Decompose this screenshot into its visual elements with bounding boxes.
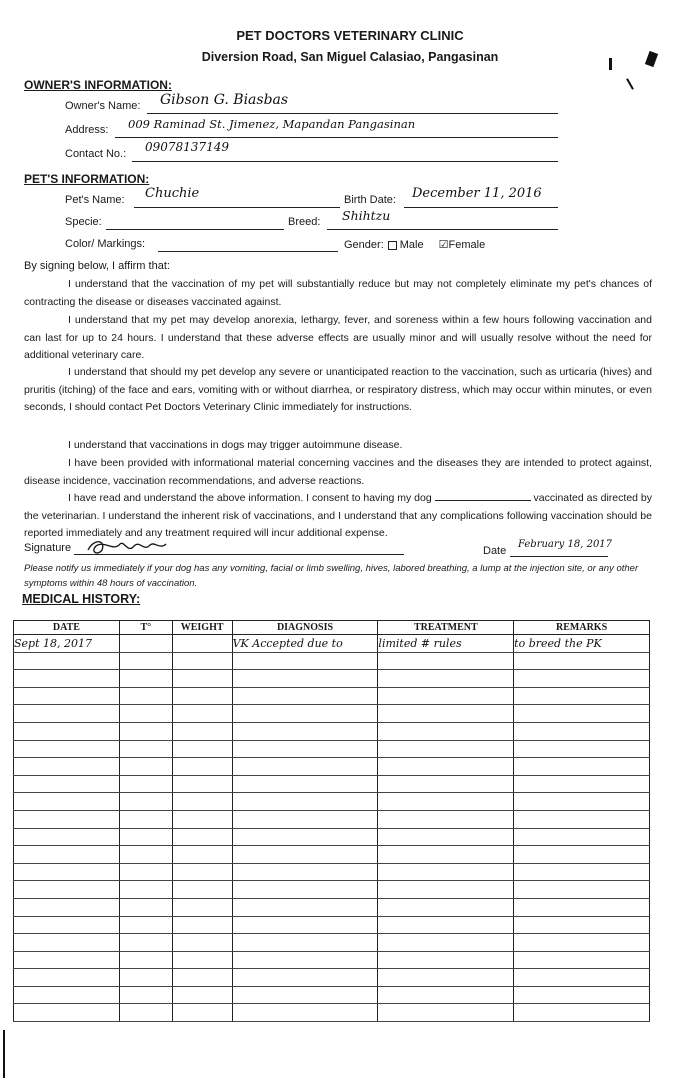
cell-temperature[interactable] — [119, 775, 172, 793]
cell-weight[interactable] — [172, 986, 232, 1004]
column-header-weight: WEIGHT — [172, 621, 232, 635]
cell-treatment[interactable] — [378, 705, 514, 723]
color-markings-label: Color/ Markings: — [65, 238, 146, 250]
cell-remarks[interactable] — [514, 828, 650, 846]
owner-name-line — [147, 113, 558, 114]
pet-name-line — [134, 207, 340, 208]
cell-date[interactable] — [14, 687, 120, 705]
signature-label: Signature — [24, 542, 72, 554]
scan-mark-icon — [626, 78, 634, 89]
cell-date[interactable] — [14, 652, 120, 670]
cell-temperature[interactable] — [119, 687, 172, 705]
cell-weight[interactable] — [172, 1004, 232, 1022]
owner-contact-value[interactable]: 09078137149 — [145, 140, 229, 154]
table-row — [14, 775, 650, 793]
cell-temperature[interactable] — [119, 722, 172, 740]
cell-remarks[interactable] — [514, 740, 650, 758]
table-row — [14, 934, 650, 952]
table-row — [14, 687, 650, 705]
date-line — [510, 556, 608, 557]
gender-male-checkbox[interactable] — [388, 241, 397, 250]
breed-label: Breed: — [288, 216, 321, 228]
consent-paragraph-1: I understand that the vaccination of my pet will substantially reduce but may not completely eliminate my pet's chances of contracting the disease or diseases vaccinated against. — [24, 278, 652, 308]
cell-temperature[interactable] — [119, 670, 172, 688]
cell-remarks[interactable] — [514, 758, 650, 776]
cell-date[interactable] — [14, 1004, 120, 1022]
cell-diagnosis[interactable] — [232, 969, 378, 987]
cell-treatment[interactable] — [378, 740, 514, 758]
cell-temperature[interactable] — [119, 810, 172, 828]
cell-remarks[interactable] — [514, 810, 650, 828]
cell-weight[interactable] — [172, 793, 232, 811]
cell-date[interactable] — [14, 898, 120, 916]
cell-date[interactable] — [14, 758, 120, 776]
table-row — [14, 793, 650, 811]
cell-temperature[interactable] — [119, 705, 172, 723]
cell-remarks[interactable] — [514, 863, 650, 881]
scan-mark-icon — [609, 58, 612, 70]
cell-temperature[interactable] — [119, 881, 172, 899]
clinic-name: PET DOCTORS VETERINARY CLINIC — [236, 28, 464, 43]
cell-treatment[interactable] — [378, 652, 514, 670]
cell-treatment[interactable] — [378, 898, 514, 916]
check-mark-icon[interactable]: ☑ — [438, 239, 449, 251]
cell-temperature[interactable] — [119, 898, 172, 916]
consent-text-part-2: vaccinated as directed by the veterinarian. I understand the inherent risk of vaccinations, and I understand that any complications following vaccination should be reported immediately and any treatment required will incur additional expense. — [24, 492, 653, 539]
cell-temperature[interactable] — [119, 863, 172, 881]
cell-temperature[interactable] — [119, 758, 172, 776]
owner-name-value[interactable]: Gibson G. Biasbas — [160, 92, 289, 108]
cell-remarks[interactable] — [514, 722, 650, 740]
cell-treatment[interactable] — [378, 916, 514, 934]
cell-date[interactable] — [14, 934, 120, 952]
color-markings-line — [158, 251, 338, 252]
cell-weight[interactable] — [172, 687, 232, 705]
cell-diagnosis[interactable] — [232, 881, 378, 899]
cell-diagnosis[interactable] — [232, 951, 378, 969]
table-row — [14, 951, 650, 969]
cell-date[interactable] — [14, 969, 120, 987]
table-header-row — [14, 621, 650, 635]
cell-remarks[interactable] — [514, 934, 650, 952]
cell-diagnosis[interactable] — [232, 775, 378, 793]
cell-treatment[interactable] — [378, 881, 514, 899]
cell-diagnosis[interactable]: VK Accepted due to — [232, 635, 378, 653]
cell-treatment[interactable] — [378, 951, 514, 969]
consent-paragraph-5: I have been provided with informational material concerning vaccines and the diseases they are intended to protect against, disease incidence, vaccination recommendations, and adverse reactions. — [24, 457, 652, 487]
table-row — [14, 705, 650, 723]
cell-diagnosis[interactable] — [232, 722, 378, 740]
cell-treatment[interactable] — [378, 687, 514, 705]
table-row — [14, 635, 650, 653]
cell-remarks[interactable] — [514, 969, 650, 987]
cell-remarks[interactable] — [514, 1004, 650, 1022]
cell-date[interactable] — [14, 846, 120, 864]
cell-treatment[interactable] — [378, 986, 514, 1004]
cell-diagnosis[interactable] — [232, 705, 378, 723]
cell-weight[interactable] — [172, 705, 232, 723]
cell-treatment[interactable] — [378, 758, 514, 776]
owner-address-value[interactable]: 009 Raminad St. Jimenez, Mapandan Pangasinan — [128, 117, 416, 131]
owner-contact-label: Contact No.: — [65, 148, 127, 160]
consent-paragraph-6 — [24, 490, 652, 543]
table-row — [14, 722, 650, 740]
cell-treatment[interactable] — [378, 846, 514, 864]
cell-date[interactable]: Sept 18, 2017 — [14, 635, 120, 653]
cell-weight[interactable] — [172, 635, 232, 653]
consent-paragraph-2: I understand that my pet may develop anorexia, lethargy, fever, and soreness within a few hours following vaccination and can last for up to 24 hours. I understand that these adverse effects are usually minor and will usually resolve without the need for additional veterinary care. — [24, 314, 652, 361]
cell-diagnosis[interactable] — [232, 1004, 378, 1022]
cell-date[interactable] — [14, 828, 120, 846]
cell-diagnosis[interactable] — [232, 846, 378, 864]
specie-label: Specie: — [65, 216, 102, 228]
cell-remarks[interactable] — [514, 652, 650, 670]
cell-weight[interactable] — [172, 846, 232, 864]
clinic-address: Diversion Road, San Miguel Calasiao, Pangasinan — [201, 50, 499, 64]
birth-date-value[interactable]: December 11, 2016 — [412, 186, 542, 201]
cell-date[interactable] — [14, 793, 120, 811]
cell-date[interactable] — [14, 881, 120, 899]
cell-temperature[interactable] — [119, 916, 172, 934]
notification-note: Please notify us immediately if your dog has any vomiting, facial or limb swelling, hives, labored breathing, a lump at the injection site, or any other symptoms within 48 hours of vaccination. — [24, 563, 639, 589]
cell-weight[interactable] — [172, 670, 232, 688]
cell-diagnosis[interactable] — [232, 828, 378, 846]
medical-history-table — [13, 620, 650, 1022]
cell-temperature[interactable] — [119, 969, 172, 987]
table-row — [14, 863, 650, 881]
pet-name-label: Pet's Name: — [65, 194, 125, 206]
breed-value[interactable]: Shihtzu — [342, 208, 391, 223]
cell-treatment[interactable] — [378, 722, 514, 740]
breed-line — [327, 229, 558, 230]
cell-date[interactable] — [14, 722, 120, 740]
cell-date[interactable] — [14, 775, 120, 793]
cell-weight[interactable] — [172, 951, 232, 969]
cell-remarks[interactable] — [514, 898, 650, 916]
table-row — [14, 898, 650, 916]
cell-weight[interactable] — [172, 828, 232, 846]
cell-diagnosis[interactable] — [232, 898, 378, 916]
table-row — [14, 740, 650, 758]
cell-remarks[interactable] — [514, 986, 650, 1004]
medical-history-body — [14, 635, 650, 1022]
cell-remarks[interactable] — [514, 687, 650, 705]
pet-name-value[interactable]: Chuchie — [145, 186, 200, 201]
cell-diagnosis[interactable] — [232, 793, 378, 811]
owner-address-label: Address: — [65, 124, 109, 136]
specie-line — [106, 229, 284, 230]
cell-weight[interactable] — [172, 969, 232, 987]
cell-remarks[interactable]: to breed the PK — [514, 635, 650, 653]
cell-treatment[interactable] — [378, 775, 514, 793]
cell-weight[interactable] — [172, 740, 232, 758]
cell-diagnosis[interactable] — [232, 758, 378, 776]
cell-treatment[interactable] — [378, 828, 514, 846]
signature-scribble-icon[interactable] — [84, 536, 174, 558]
cell-temperature[interactable] — [119, 828, 172, 846]
cell-diagnosis[interactable] — [232, 810, 378, 828]
consent-intro: By signing below, I affirm that: — [24, 260, 170, 272]
cell-temperature[interactable] — [119, 1004, 172, 1022]
table-row — [14, 670, 650, 688]
cell-weight[interactable] — [172, 898, 232, 916]
cell-diagnosis[interactable] — [232, 687, 378, 705]
cell-date[interactable] — [14, 740, 120, 758]
cell-remarks[interactable] — [514, 705, 650, 723]
medical-history-title: MEDICAL HISTORY: — [22, 592, 141, 606]
column-header-diagnosis: DIAGNOSIS — [232, 621, 378, 635]
cell-remarks[interactable] — [514, 670, 650, 688]
table-row — [14, 1004, 650, 1022]
cell-treatment[interactable]: limited # rules — [378, 635, 514, 653]
cell-temperature[interactable] — [119, 986, 172, 1004]
table-row — [14, 846, 650, 864]
dog-name-blank[interactable] — [435, 490, 531, 501]
birth-date-line — [404, 207, 558, 208]
cell-weight[interactable] — [172, 863, 232, 881]
table-row — [14, 652, 650, 670]
table-row — [14, 881, 650, 899]
cell-date[interactable] — [14, 670, 120, 688]
table-row — [14, 758, 650, 776]
cell-diagnosis[interactable] — [232, 740, 378, 758]
cell-treatment[interactable] — [378, 863, 514, 881]
consent-paragraph-4: I understand that vaccinations in dogs may trigger autoimmune disease. — [68, 439, 403, 451]
table-row — [14, 810, 650, 828]
column-header-temperature: T° — [119, 621, 172, 635]
consent-paragraph-3: I understand that should my pet develop any severe or unanticipated reaction to the vaccination, such as urticaria (hives) and pruritis (itching) of the face and ears, vomiting with or without diarrhea, or respiratory distress, which may occur within minutes, or even seconds, I should contact Pet Doctors Veterinary Clinic immediately for instructions. — [24, 366, 652, 413]
scan-edge-line — [3, 1030, 5, 1078]
cell-date[interactable] — [14, 916, 120, 934]
table-row — [14, 986, 650, 1004]
cell-weight[interactable] — [172, 652, 232, 670]
cell-temperature[interactable] — [119, 740, 172, 758]
cell-remarks[interactable] — [514, 951, 650, 969]
cell-date[interactable] — [14, 986, 120, 1004]
gender-female-label: Female — [448, 239, 486, 251]
cell-weight[interactable] — [172, 810, 232, 828]
table-row — [14, 969, 650, 987]
cell-diagnosis[interactable] — [232, 986, 378, 1004]
cell-date[interactable] — [14, 705, 120, 723]
cell-treatment[interactable] — [378, 670, 514, 688]
cell-weight[interactable] — [172, 881, 232, 899]
pet-section-title: PET'S INFORMATION: — [24, 172, 150, 186]
cell-remarks[interactable] — [514, 916, 650, 934]
cell-temperature[interactable] — [119, 793, 172, 811]
cell-weight[interactable] — [172, 775, 232, 793]
cell-treatment[interactable] — [378, 934, 514, 952]
gender-male-label: Male — [399, 239, 424, 251]
cell-diagnosis[interactable] — [232, 916, 378, 934]
column-header-date: DATE — [14, 621, 120, 635]
cell-temperature[interactable] — [119, 951, 172, 969]
cell-weight[interactable] — [172, 722, 232, 740]
cell-date[interactable] — [14, 810, 120, 828]
cell-temperature[interactable] — [119, 652, 172, 670]
cell-diagnosis[interactable] — [232, 934, 378, 952]
date-label: Date — [483, 545, 507, 557]
column-header-treatment: TREATMENT — [378, 621, 514, 635]
owner-section-title: OWNER'S INFORMATION: — [24, 78, 172, 92]
cell-temperature[interactable] — [119, 846, 172, 864]
cell-treatment[interactable] — [378, 969, 514, 987]
date-value[interactable]: February 18, 2017 — [518, 539, 613, 550]
cell-date[interactable] — [14, 863, 120, 881]
cell-treatment[interactable] — [378, 810, 514, 828]
cell-diagnosis[interactable] — [232, 670, 378, 688]
cell-date[interactable] — [14, 951, 120, 969]
consent-text-part-1: I have read and understand the above information. I consent to having my dog — [68, 492, 432, 504]
cell-diagnosis[interactable] — [232, 863, 378, 881]
table-row — [14, 828, 650, 846]
cell-weight[interactable] — [172, 758, 232, 776]
cell-treatment[interactable] — [378, 793, 514, 811]
cell-remarks[interactable] — [514, 775, 650, 793]
cell-treatment[interactable] — [378, 1004, 514, 1022]
gender-label: Gender: — [344, 239, 384, 251]
gender-field — [344, 238, 485, 251]
cell-remarks[interactable] — [514, 793, 650, 811]
cell-temperature[interactable] — [119, 635, 172, 653]
cell-temperature[interactable] — [119, 934, 172, 952]
cell-weight[interactable] — [172, 916, 232, 934]
birth-date-label: Birth Date: — [344, 194, 396, 206]
owner-name-label: Owner's Name: — [65, 100, 141, 112]
cell-weight[interactable] — [172, 934, 232, 952]
cell-diagnosis[interactable] — [232, 652, 378, 670]
cell-remarks[interactable] — [514, 846, 650, 864]
table-row — [14, 916, 650, 934]
column-header-remarks: REMARKS — [514, 621, 650, 635]
owner-contact-line — [132, 161, 558, 162]
cell-remarks[interactable] — [514, 881, 650, 899]
owner-address-line — [115, 137, 558, 138]
